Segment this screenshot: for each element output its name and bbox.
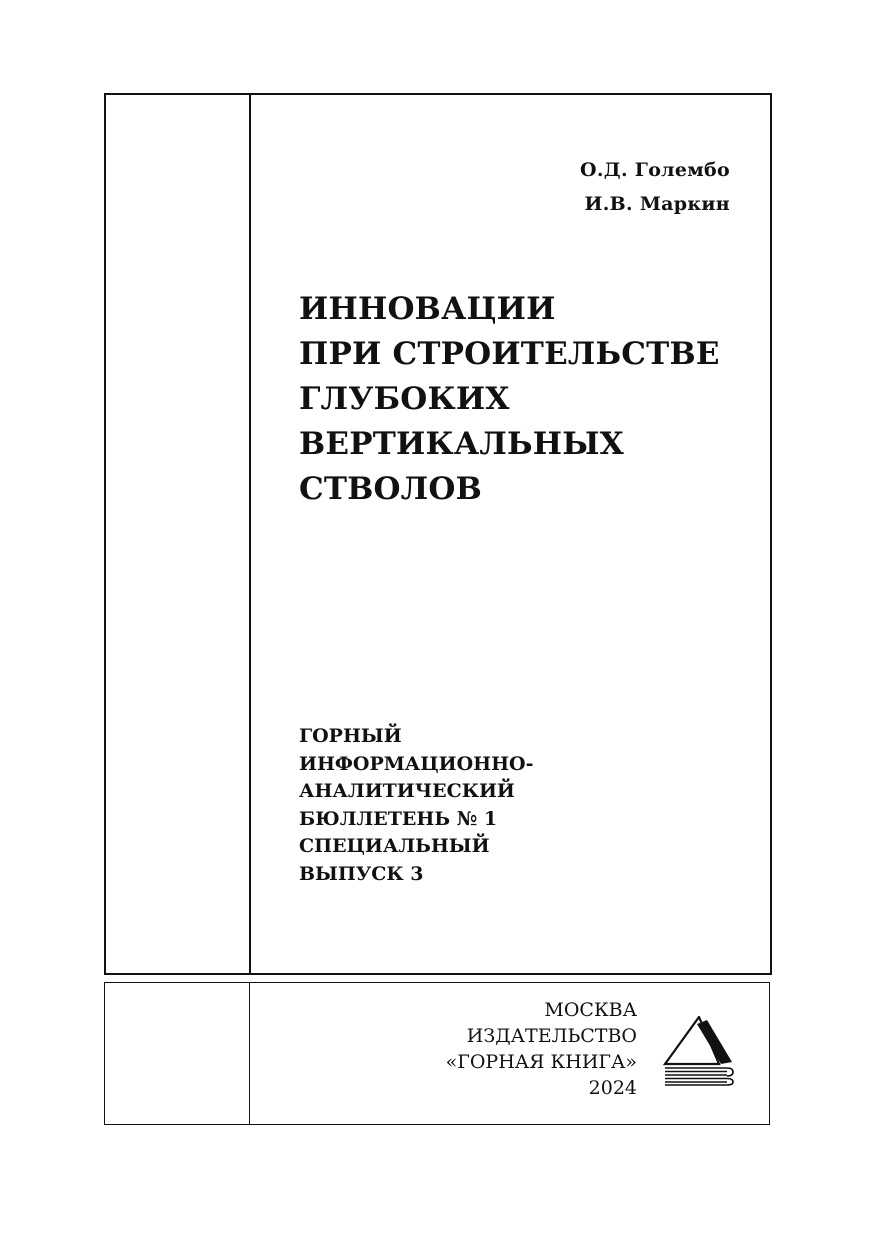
title-page-frame xyxy=(104,93,772,975)
title-line: ГЛУБОКИХ xyxy=(299,381,510,417)
mountain-book-icon xyxy=(663,1016,735,1088)
title-line: ИННОВАЦИИ xyxy=(299,291,556,327)
series-line: ГОРНЫЙ xyxy=(299,725,402,747)
imprint-city: МОСКВА xyxy=(544,999,637,1021)
authors xyxy=(580,153,730,221)
series-line: БЮЛЛЕТЕНЬ № 1 xyxy=(299,807,498,830)
series-line: СПЕЦИАЛЬНЫЙ xyxy=(299,835,490,857)
series-line: ИНФОРМАЦИОННО- xyxy=(299,752,534,775)
publisher-imprint xyxy=(446,997,637,1101)
series-line: ВЫПУСК 3 xyxy=(299,862,424,885)
series-line: АНАЛИТИЧЕСКИЙ xyxy=(299,780,515,802)
imprint-frame xyxy=(104,982,770,1125)
title-line: ВЕРТИКАЛЬНЫХ xyxy=(299,426,624,462)
title-line: СТВОЛОВ xyxy=(299,471,482,507)
title-line: ПРИ СТРОИТЕЛЬСТВЕ xyxy=(299,336,720,372)
author-2: И.В. Маркин xyxy=(584,193,730,215)
imprint-year: 2024 xyxy=(588,1077,637,1099)
imprint-label: ИЗДАТЕЛЬСТВО xyxy=(466,1025,637,1047)
frame-divider xyxy=(249,983,250,1124)
frame-divider xyxy=(249,95,251,973)
series-info xyxy=(299,723,533,888)
author-1: О.Д. Голембо xyxy=(579,159,730,181)
book-title xyxy=(299,287,720,512)
imprint-publisher-name: «ГОРНАЯ КНИГА» xyxy=(445,1051,637,1073)
